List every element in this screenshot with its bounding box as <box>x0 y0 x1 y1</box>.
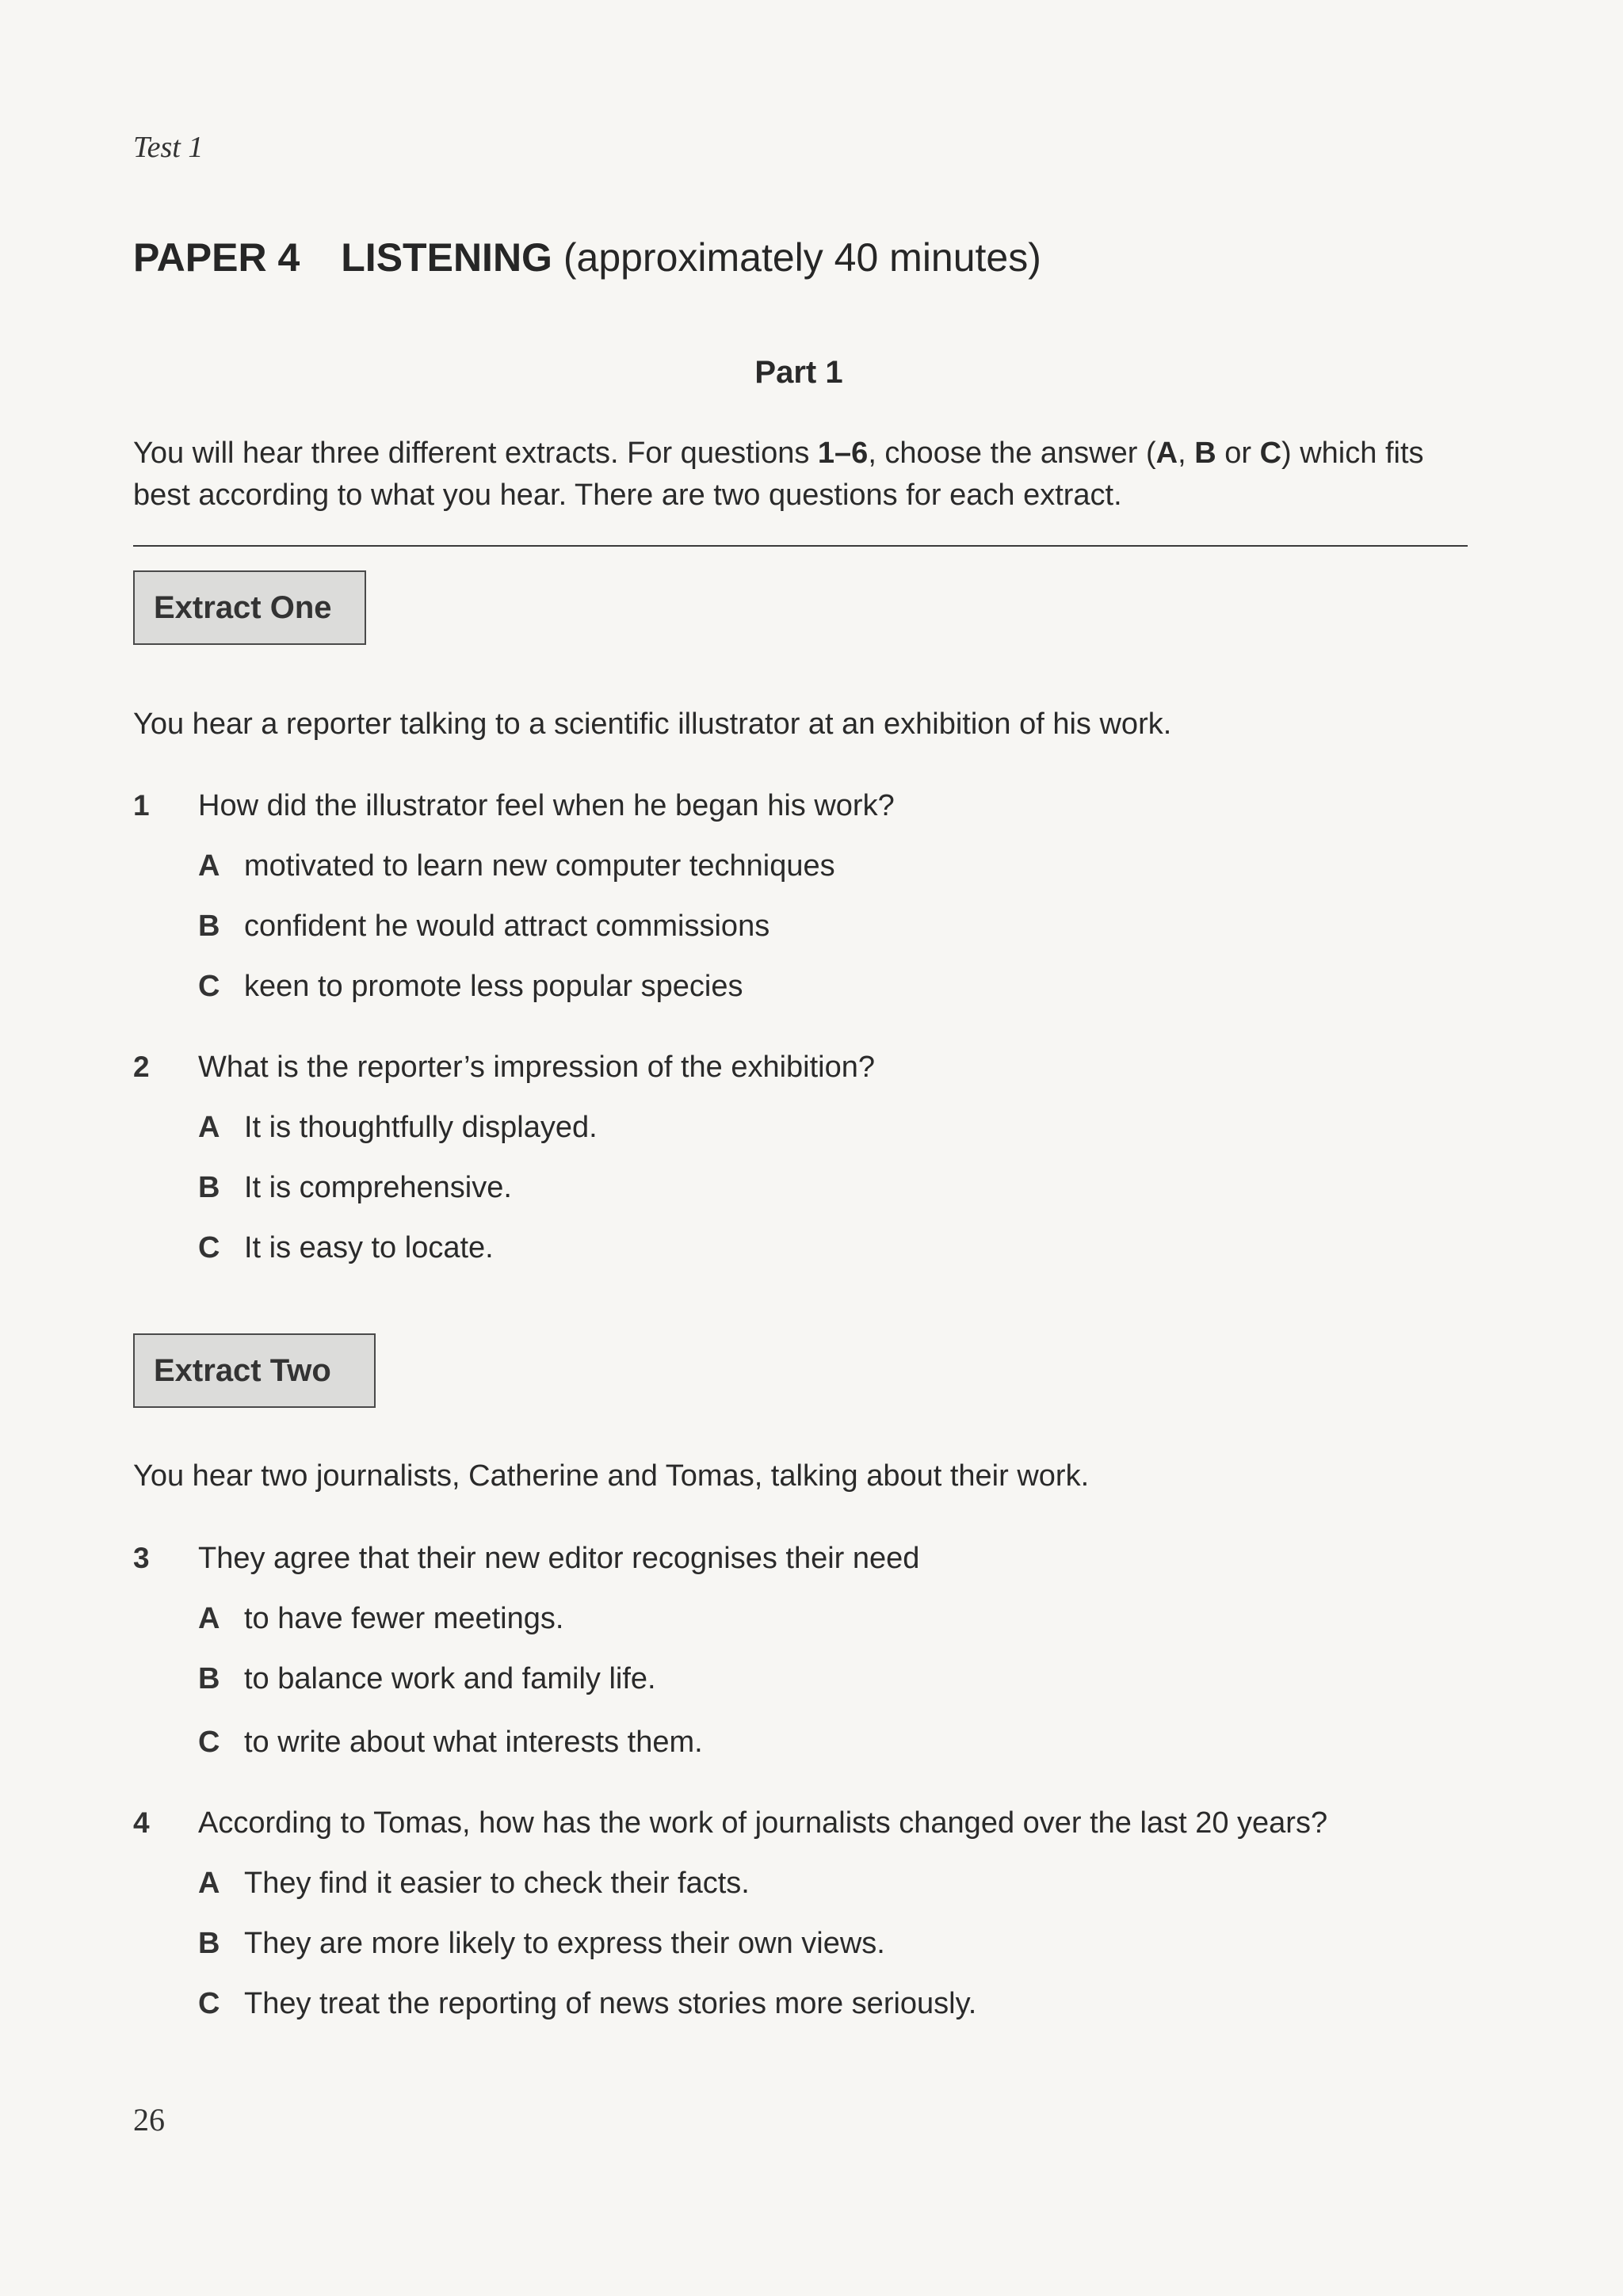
option-b[interactable] <box>198 910 769 944</box>
paper-title <box>133 235 1041 280</box>
paper-name: LISTENING <box>341 235 552 280</box>
divider <box>133 545 1468 547</box>
option-letter: B <box>198 1171 220 1204</box>
instructions-text: You will hear three different extracts. For questions <box>133 437 818 470</box>
option-letter: C <box>198 1231 220 1264</box>
option-a[interactable] <box>198 1602 563 1636</box>
option-text: motivated to learn new computer techniques <box>244 849 835 883</box>
option-c[interactable] <box>198 1987 976 2021</box>
question-text: According to Tomas, how has the work of journalists changed over the last 20 years? <box>198 1806 1328 1840</box>
question-text: What is the reporter’s impression of the exhibition? <box>198 1051 876 1084</box>
page-number: 26 <box>133 2102 165 2138</box>
question-text: How did the illustrator feel when he began his work? <box>198 789 895 822</box>
instructions-text: , choose the answer ( <box>868 437 1156 470</box>
option-text: It is thoughtfully displayed. <box>244 1111 598 1144</box>
question-range: 1–6 <box>817 437 869 470</box>
paper-duration: (approximately 40 minutes) <box>563 235 1041 280</box>
part-title: Part 1 <box>754 355 843 390</box>
option-text: They find it easier to check their facts. <box>244 1867 750 1900</box>
option-text: It is easy to locate. <box>244 1231 494 1264</box>
option-b[interactable] <box>198 1171 512 1205</box>
option-letter: B <box>198 1662 220 1695</box>
option-letter: C <box>198 1987 220 2020</box>
instructions-text: ) which fits best according to what you hear. There are two questions for each extract. <box>133 437 1424 512</box>
option-text: They are more likely to express their own views. <box>244 1927 885 1960</box>
instructions-text: or <box>1216 437 1260 470</box>
option-letter: A <box>198 1602 220 1635</box>
option-b[interactable] <box>198 1927 885 1961</box>
answer-letter: A <box>1155 437 1178 470</box>
option-a[interactable] <box>198 1867 750 1901</box>
option-c[interactable] <box>198 970 743 1004</box>
extract-two-label: Extract Two <box>133 1333 376 1408</box>
option-letter: C <box>198 1726 220 1759</box>
extract-two-context: You hear two journalists, Catherine and Tomas, talking about their work. <box>133 1459 1090 1493</box>
option-c[interactable] <box>198 1726 703 1760</box>
instructions <box>133 433 1472 517</box>
question-number: 2 <box>133 1051 150 1083</box>
question-number: 4 <box>133 1806 150 1839</box>
paper-number: PAPER 4 <box>133 235 300 280</box>
answer-letter: B <box>1194 437 1216 470</box>
option-text: to have fewer meetings. <box>244 1602 564 1635</box>
option-b[interactable] <box>198 1662 656 1696</box>
question-number: 1 <box>133 789 150 822</box>
option-text: confident he would attract commissions <box>244 910 770 943</box>
extract-one-label: Extract One <box>133 570 366 645</box>
option-a[interactable] <box>198 1111 598 1145</box>
extract-one-context: You hear a reporter talking to a scientific illustrator at an exhibition of his work. <box>133 707 1172 741</box>
option-letter: A <box>198 849 220 883</box>
option-text: to balance work and family life. <box>244 1662 656 1695</box>
option-letter: A <box>198 1111 220 1144</box>
instructions-text: , <box>1178 437 1195 470</box>
running-head: Test 1 <box>133 131 204 164</box>
option-text: to write about what interests them. <box>244 1726 703 1759</box>
answer-letter: C <box>1259 437 1282 470</box>
option-text: It is comprehensive. <box>244 1171 512 1204</box>
option-letter: C <box>198 970 220 1003</box>
option-a[interactable] <box>198 849 835 883</box>
option-letter: A <box>198 1867 220 1900</box>
option-c[interactable] <box>198 1231 494 1265</box>
option-letter: B <box>198 1927 220 1960</box>
question-number: 3 <box>133 1542 150 1574</box>
question-text: They agree that their new editor recognises their need <box>198 1542 920 1575</box>
option-text: keen to promote less popular species <box>244 970 743 1003</box>
option-letter: B <box>198 910 220 943</box>
option-text: They treat the reporting of news stories more seriously. <box>244 1987 977 2020</box>
